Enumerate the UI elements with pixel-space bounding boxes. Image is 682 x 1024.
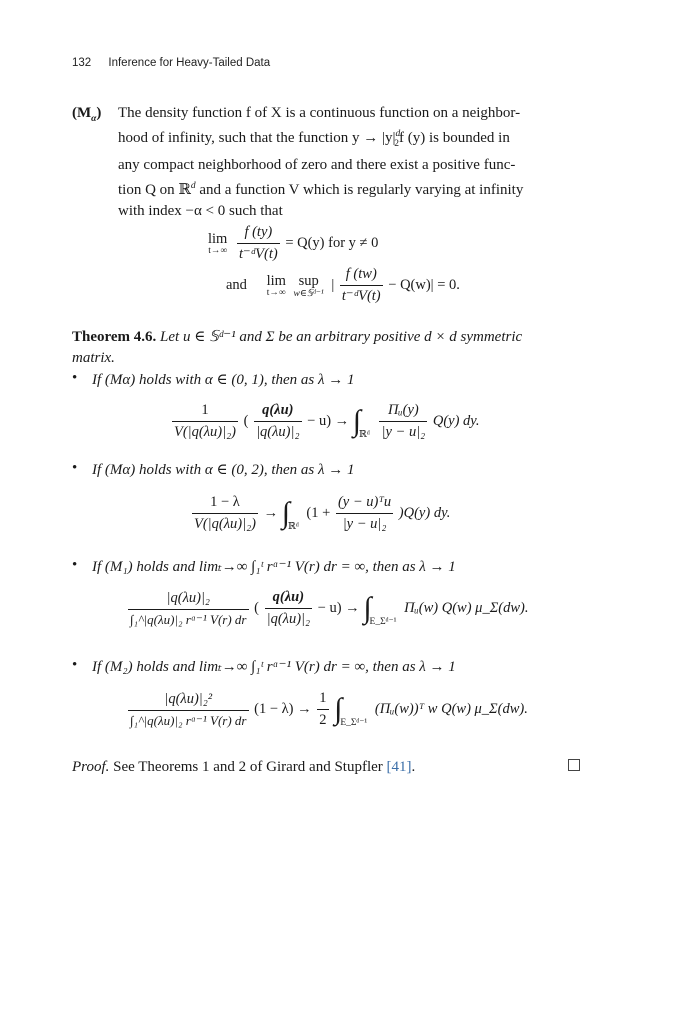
equation-bullet-4 — [126, 690, 528, 729]
bullet-marker-3: • — [72, 557, 78, 573]
running-header — [72, 57, 270, 69]
bullet-text-4: If (M₂) holds and limₜ→∞ ∫₁ᵗ rᵅ⁻¹ V(r) dr = ∞, then as λ → 1 — [92, 659, 456, 675]
b2-integral-domain: ℝᵈ — [287, 521, 299, 532]
b1-f2-num: q(λu) — [254, 402, 301, 422]
bullet-marker-2: • — [72, 460, 78, 476]
eq2-sup: sup — [298, 272, 319, 289]
eq2-den: t⁻ᵈV(t) — [341, 288, 381, 304]
b2-tail: )Q(y) dy. — [398, 504, 451, 521]
b4-mid: (1 − λ) → — [254, 700, 312, 717]
b1-mid: − u) → — [307, 412, 350, 429]
bullet-marker-4: • — [72, 657, 78, 673]
proof-label: Proof. — [72, 759, 110, 775]
eq1-num: f (ty) — [237, 224, 280, 244]
b2-f2-den: |y − u|₂ — [342, 516, 387, 532]
b1-integral-domain: ℝᵈ — [359, 429, 370, 440]
b2-open: (1 + — [306, 504, 331, 521]
proof-text: See Theorems 1 and 2 of Girard and Stupfler — [109, 759, 387, 775]
proof-paragraph — [72, 757, 582, 778]
b3-f1-num: |q(λu)|₂ — [128, 590, 249, 610]
running-title: Inference for Heavy-Tailed Data — [108, 57, 271, 69]
b4-integral-domain: E_Σᵈ⁻¹ — [340, 717, 368, 728]
b4-f1-den: ∫₁^|q(λu)|₂ rᵅ⁻¹ V(r) dr — [130, 712, 247, 728]
b1-integral-sign: ∫ — [352, 404, 361, 438]
eq2-rhs: − Q(w)| = 0. — [388, 276, 460, 293]
b4-integral-sign: ∫ — [334, 692, 343, 726]
citation-link[interactable]: [41] — [386, 759, 412, 775]
theorem-statement-1: Let u ∈ 𝕊ᵈ⁻¹ and Σ be an arbitrary positive d × d symmetric — [160, 329, 523, 345]
eq1-den: t⁻ᵈV(t) — [238, 246, 278, 262]
b3-f1-den: ∫₁^|q(λu)|₂ rᵅ⁻¹ V(r) dr — [130, 611, 247, 627]
proof-end: . — [411, 759, 416, 775]
b4-f1-num: |q(λu)|₂² — [128, 691, 249, 711]
b1-f1-num: 1 — [172, 402, 238, 422]
b3-mid: − u) → — [317, 599, 360, 616]
eq1-rhs: = Q(y) for y ≠ 0 — [285, 234, 379, 251]
condition-line-4: tion Q on ℝ$^d$ and a function V which is regularly varying at infinity — [118, 181, 524, 198]
b1-f3-den: |y − u|₂ — [381, 424, 426, 440]
bullet-text-2: If (Mα) holds with α ∈ (0, 2), then as λ → 1 — [92, 462, 355, 478]
equation-bullet-1 — [170, 402, 480, 441]
b2-integral-sign: ∫ — [281, 496, 290, 530]
eq2-num: f (tw) — [340, 266, 383, 286]
b3-tail: Πᵤ(w) Q(w) μ_Σ(dw). — [404, 599, 529, 616]
b4-f2-den: 2 — [319, 712, 327, 728]
page-number: 132 — [72, 57, 92, 69]
b2-arrow: → — [263, 504, 279, 521]
b1-f1-den: V(|q(λu)|₂) — [174, 424, 236, 440]
eq2-sup-sub: w∈𝕊ᵈ⁻¹ — [293, 288, 324, 299]
b4-f2-num: 1 — [317, 690, 328, 710]
qed-box-icon — [568, 759, 580, 771]
b3-open: ( — [254, 599, 259, 616]
b3-integral-sign: ∫ — [363, 591, 372, 625]
b2-f2-num: (y − u)ᵀu — [336, 494, 393, 514]
eq2-lim: lim — [266, 273, 286, 289]
eq1-lim-sub: t→∞ — [208, 246, 228, 256]
equation-limit-q — [208, 224, 378, 263]
theorem-title: Theorem 4.6. — [72, 329, 157, 345]
theorem-statement-2: matrix. — [72, 350, 115, 366]
equation-bullet-2 — [190, 494, 450, 533]
theorem-4-6 — [72, 327, 582, 369]
b4-tail: (Πᵤ(w))ᵀ w Q(w) μ_Σ(dw). — [374, 700, 528, 717]
b1-f3-num: Πᵤ(y) — [379, 402, 427, 422]
b3-f2-num: q(λu) — [265, 589, 312, 609]
eq2-lim-sub: t→∞ — [266, 288, 286, 298]
equation-bullet-3 — [126, 589, 529, 628]
b3-f2-den: |q(λu)|₂ — [266, 611, 311, 627]
b2-f1-den: V(|q(λu)|₂) — [194, 516, 256, 532]
condition-line-2: hood of infinity, such that the function $y \to |y|^d_2f$ (y) is bounded in — [118, 129, 510, 149]
bullet-text-3: If (M₁) holds and limₜ→∞ ∫₁ᵗ rᵅ⁻¹ V(r) dr = ∞, then as λ → 1 — [92, 559, 456, 575]
b1-tail: Q(y) dy. — [432, 412, 480, 429]
b2-f1-num: 1 − λ — [192, 494, 258, 514]
bullet-marker-1: • — [72, 370, 78, 386]
eq2-and: and — [226, 276, 247, 293]
b3-integral-domain: E_Σᵈ⁻¹ — [369, 616, 397, 627]
condition-line-1: The density function f of X is a continuous function on a neighbor- — [118, 105, 521, 121]
eq2-bar: | — [331, 276, 335, 293]
condition-line-5: with index −α < 0 such that — [118, 203, 283, 219]
condition-m-alpha — [72, 103, 582, 222]
condition-label: $(M_\alpha)$ — [72, 105, 102, 124]
b1-f2-den: |q(λu)|₂ — [256, 424, 300, 440]
b1-open: ( — [243, 412, 249, 429]
eq1-lim: lim — [208, 231, 228, 247]
equation-uniform-limit — [226, 266, 460, 305]
condition-line-3: any compact neighborhood of zero and there exist a positive func- — [118, 157, 516, 173]
bullet-text-1: If (Mα) holds with α ∈ (0, 1), then as λ → 1 — [92, 372, 355, 388]
